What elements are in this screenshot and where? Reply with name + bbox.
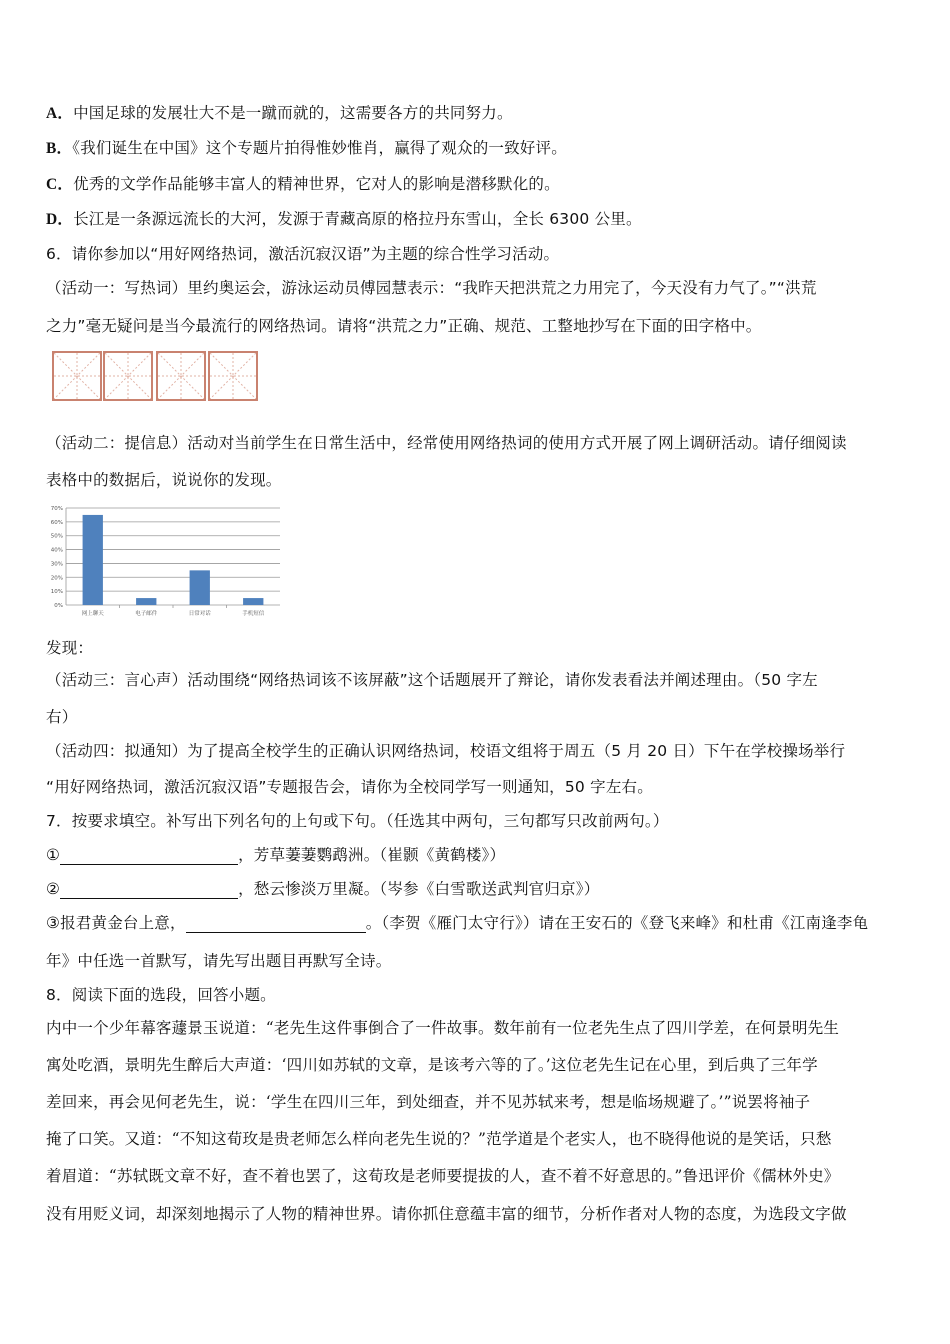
- q6-activity1-line2: 之力”毫无疑问是当今最流行的网络热词。请将“洪荒之力”正确、规范、工整地抄写在下面的田字格中。: [46, 317, 762, 335]
- y-tick-label: 20%: [50, 575, 63, 582]
- y-tick-label: 30%: [50, 561, 63, 568]
- option-c: [46, 174, 560, 195]
- bar: [243, 598, 263, 605]
- q7-item2-suffix: ，愁云惨淡万里凝。（岑参《白雪歌送武判官归京》）: [238, 880, 600, 898]
- q6-activity4-line2: “用好网络热词，激活沉寂汉语”专题报告会，请你为全校同学写一则通知，50 字左右。: [46, 778, 653, 796]
- option-b: [46, 138, 567, 159]
- x-tick-label: 网上聊天: [81, 611, 104, 617]
- q8-passage-line: 差回来，再会见何老先生，说：‘学生在四川三年，到处细查，并不见苏轼来考，想是临场规避了。’”说罢将袖子: [46, 1093, 811, 1111]
- q6-title: 6．请你参加以“用好网络热词，激活沉寂汉语”为主题的综合性学习活动。: [46, 245, 560, 263]
- q6-activity3-line2: 右）: [46, 708, 78, 726]
- grid-guide-lines-icon: [105, 353, 151, 399]
- q8-title: 8．阅读下面的选段，回答小题。: [46, 986, 276, 1004]
- option-b-text: 《我们诞生在中国》这个专题片拍得惟妙惟肖，赢得了观众的一致好评。: [72, 139, 567, 157]
- q7-item3-line2: 年》中任选一首默写，请先写出题目再默写全诗。: [46, 952, 392, 970]
- x-tick-label: 电子邮件: [135, 611, 158, 617]
- x-tick-label: 日常对话: [188, 611, 211, 617]
- usage-bar-chart: [44, 502, 284, 622]
- y-tick-label: 40%: [50, 547, 63, 554]
- q6-activity1-line1: （活动一：写热词）里约奥运会，游泳运动员傅园慧表示：“我昨天把洪荒之力用完了，今天没有力气了。”“洪荒: [46, 279, 817, 297]
- option-c-text: 优秀的文学作品能够丰富人的精神世界，它对人的影响是潜移默化的。: [73, 175, 560, 193]
- q6-activity2-line1: （活动二：提信息）活动对当前学生在日常生活中，经常使用网络热词的使用方式开展了网上调研活动。请仔细阅读: [46, 434, 847, 452]
- q7-item3-blank[interactable]: [186, 916, 366, 933]
- grid-guide-lines-icon: [210, 353, 256, 399]
- grid-guide-lines-icon: [54, 353, 100, 399]
- option-b-label: B．: [46, 140, 73, 157]
- y-tick-label: 60%: [50, 519, 63, 526]
- q6-activity3-line1: （活动三：言心声）活动围绕“网络热词该不该屏蔽”这个话题展开了辩论，请你发表看法并阐述理由。（50 字左: [46, 671, 818, 689]
- q7-item2-prefix: ②: [46, 880, 61, 898]
- q7-item3-suffix: 。（李贺《雁门太守行》）请在王安石的《登飞来峰》和杜甫《江南逢李龟: [365, 914, 869, 932]
- q7-item1: [46, 845, 505, 865]
- q7-item3: [46, 913, 868, 933]
- option-d-label: D．: [46, 211, 74, 228]
- bar: [190, 570, 210, 605]
- q8-passage-line: 着眉道：“苏轼既文章不好，查不着也罢了，这荀玫是老师要提拔的人，查不着不好意思的。”鲁迅评价《儒林外史》: [46, 1167, 840, 1185]
- q6-activity4-line1: （活动四：拟通知）为了提高全校学生的正确认识网络热词，校语文组将于周五（5 月 20 日）下午在学校操场举行: [46, 742, 846, 760]
- option-a: [46, 103, 513, 124]
- q7-item2-blank[interactable]: [60, 882, 238, 899]
- tianzige-cell[interactable]: [103, 351, 153, 401]
- y-tick-label: 70%: [50, 506, 63, 512]
- q7-item1-blank[interactable]: [60, 848, 238, 865]
- bar: [83, 515, 103, 605]
- option-d-text: 长江是一条源远流长的大河，发源于青藏高原的格拉丹东雪山，全长 6300 公里。: [73, 210, 642, 228]
- tianzige-cell[interactable]: [156, 351, 206, 401]
- q7-title: 7．按要求填空。补写出下列名句的上句或下句。（任选其中两句，三句都写只改前两句。）: [46, 812, 669, 830]
- finding-label: 发现：: [46, 639, 94, 657]
- bar-chart-svg: [44, 502, 284, 622]
- grid-guide-lines-icon: [158, 353, 204, 399]
- y-tick-label: 0%: [54, 603, 63, 609]
- q7-item3-prefix: ③报君黄金台上意，: [46, 914, 186, 932]
- q6-activity2-line2: 表格中的数据后，说说你的发现。: [46, 471, 282, 489]
- option-a-label: A．: [46, 105, 74, 122]
- q8-passage-line: 掩了口笑。又道：“不知这荀玫是贵老师怎么样向老先生说的？”范学道是个老实人，也不晓得他说的是笑话，只愁: [46, 1130, 832, 1148]
- q8-passage-line: 内中一个少年幕客蘧景玉说道：“老先生这件事倒合了一件故事。数年前有一位老先生点了四川学差，在何景明先生: [46, 1019, 840, 1037]
- x-tick-label: 手机短信: [242, 611, 265, 617]
- option-d: [46, 209, 642, 230]
- bar: [136, 598, 156, 605]
- q8-prompt-line: 没有用贬义词，却深刻地揭示了人物的精神世界。请你抓住意蕴丰富的细节，分析作者对人物的态度，为选段文字做: [46, 1205, 847, 1223]
- q7-item1-suffix: ，芳草萋萋鹦鹉洲。（崔颢《黄鹤楼》）: [238, 846, 506, 864]
- tianzige-cell[interactable]: [208, 351, 258, 401]
- y-tick-label: 50%: [50, 533, 63, 540]
- option-c-label: C．: [46, 176, 74, 193]
- tianzige-cell[interactable]: [52, 351, 102, 401]
- q8-passage-line: 寓处吃酒，景明先生醉后大声道：‘四川如苏轼的文章，是该考六等的了。’这位老先生记在心里，到后典了三年学: [46, 1056, 818, 1074]
- option-a-text: 中国足球的发展壮大不是一蹴而就的，这需要各方的共同努力。: [73, 104, 513, 122]
- q7-item2: [46, 879, 599, 899]
- q7-item1-prefix: ①: [46, 846, 61, 864]
- y-tick-label: 10%: [50, 589, 63, 596]
